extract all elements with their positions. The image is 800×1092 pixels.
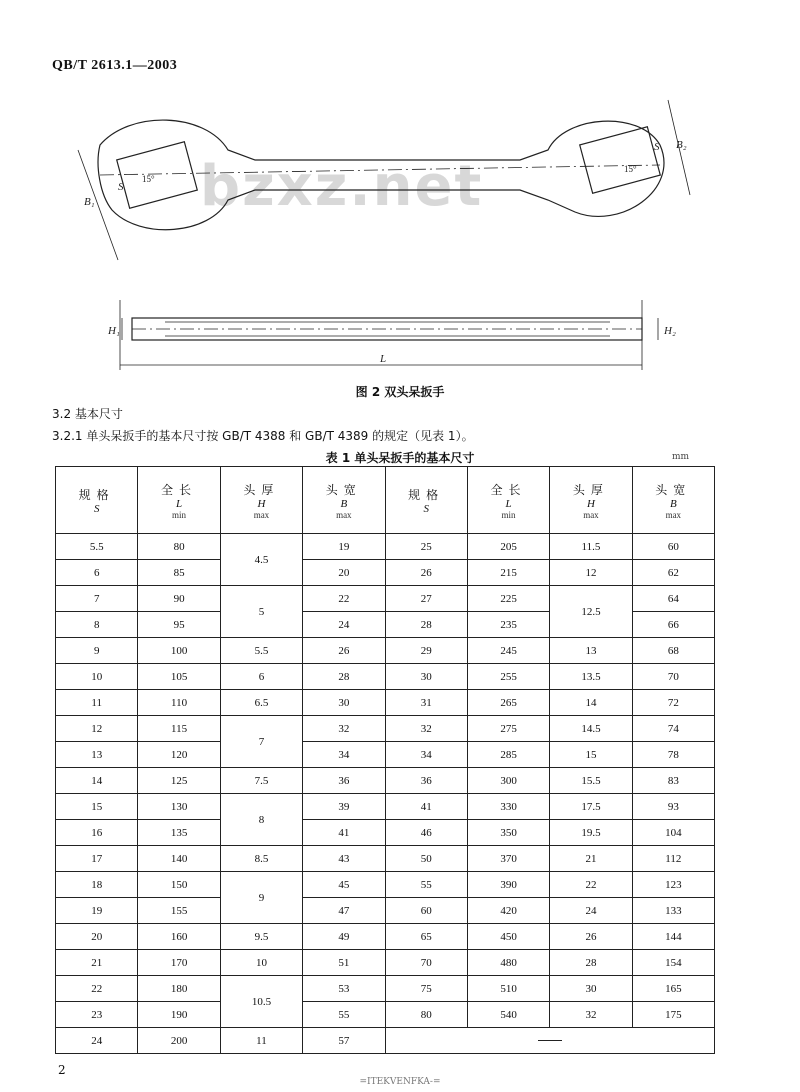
cell-length: 300 <box>467 768 549 794</box>
table-body <box>56 534 715 1054</box>
cell-size: 31 <box>385 690 467 716</box>
cell-head-width: 55 <box>303 1002 385 1028</box>
table-row <box>56 898 715 924</box>
cell-size: 29 <box>385 638 467 664</box>
table-row <box>56 820 715 846</box>
cell-head-width: 133 <box>632 898 714 924</box>
cell-size: 17 <box>56 846 138 872</box>
cell-head-width: 19 <box>303 534 385 560</box>
cell-length: 180 <box>138 976 220 1002</box>
cell-size: 36 <box>385 768 467 794</box>
cell-empty <box>385 1028 715 1054</box>
label-angle-right: 15° <box>624 164 637 174</box>
cell-head-width: 53 <box>303 976 385 1002</box>
header-cell: 规格 S <box>56 467 138 534</box>
label-angle-left: 15° <box>142 174 155 184</box>
cell-size: 5.5 <box>56 534 138 560</box>
cell-size: 18 <box>56 872 138 898</box>
cell-length: 480 <box>467 950 549 976</box>
cell-head-width: 26 <box>303 638 385 664</box>
label-b2: B₂ <box>676 139 687 151</box>
cell-length: 265 <box>467 690 549 716</box>
cell-size: 28 <box>385 612 467 638</box>
cell-head-thickness: 14 <box>550 690 632 716</box>
cell-length: 90 <box>138 586 220 612</box>
header-cell: 规格 S <box>385 467 467 534</box>
cell-head-thickness: 15 <box>550 742 632 768</box>
cell-size: 80 <box>385 1002 467 1028</box>
cell-size: 23 <box>56 1002 138 1028</box>
cell-length: 150 <box>138 872 220 898</box>
cell-head-width: 45 <box>303 872 385 898</box>
cell-head-thickness: 13.5 <box>550 664 632 690</box>
table-row <box>56 638 715 664</box>
cell-head-thickness: 32 <box>550 1002 632 1028</box>
cell-size: 55 <box>385 872 467 898</box>
cell-head-width: 22 <box>303 586 385 612</box>
cell-length: 510 <box>467 976 549 1002</box>
header-cell: 头厚 H max <box>550 467 632 534</box>
cell-size: 6 <box>56 560 138 586</box>
cell-size: 46 <box>385 820 467 846</box>
footer-source: =ITEKVENFKA-= <box>359 1077 441 1087</box>
cell-length: 85 <box>138 560 220 586</box>
right-jaw-opening <box>580 127 661 193</box>
cell-head-thickness: 28 <box>550 950 632 976</box>
cell-head-thickness: 11 <box>220 1028 302 1054</box>
cell-length: 170 <box>138 950 220 976</box>
cell-head-width: 64 <box>632 586 714 612</box>
cell-head-thickness: 4.5 <box>220 534 302 586</box>
cell-head-width: 41 <box>303 820 385 846</box>
cell-length: 255 <box>467 664 549 690</box>
cell-size: 10 <box>56 664 138 690</box>
cell-size: 41 <box>385 794 467 820</box>
cell-length: 370 <box>467 846 549 872</box>
cell-length: 225 <box>467 586 549 612</box>
cell-head-thickness: 12 <box>550 560 632 586</box>
table-row <box>56 690 715 716</box>
cell-length: 130 <box>138 794 220 820</box>
watermark: bzxz.net <box>200 154 484 219</box>
cell-size: 7 <box>56 586 138 612</box>
cell-head-thickness: 7 <box>220 716 302 768</box>
cell-head-width: 51 <box>303 950 385 976</box>
cell-head-width: 39 <box>303 794 385 820</box>
cell-size: 25 <box>385 534 467 560</box>
cell-head-width: 112 <box>632 846 714 872</box>
cell-length: 105 <box>138 664 220 690</box>
cell-length: 160 <box>138 924 220 950</box>
cell-size: 8 <box>56 612 138 638</box>
table-row <box>56 1002 715 1028</box>
label-s-right: S <box>654 141 660 153</box>
cell-head-width: 28 <box>303 664 385 690</box>
cell-head-width: 83 <box>632 768 714 794</box>
cell-length: 95 <box>138 612 220 638</box>
header-cell: 头宽 B max <box>303 467 385 534</box>
label-l: L <box>380 353 387 365</box>
cell-head-width: 78 <box>632 742 714 768</box>
cell-head-thickness: 30 <box>550 976 632 1002</box>
standard-number: QB/T 2613.1—2003 <box>52 58 178 73</box>
cell-length: 245 <box>467 638 549 664</box>
table-row <box>56 924 715 950</box>
cell-size: 26 <box>385 560 467 586</box>
cell-head-thickness: 8 <box>220 794 302 846</box>
cell-head-thickness: 11.5 <box>550 534 632 560</box>
cell-head-width: 43 <box>303 846 385 872</box>
section-heading: 3.2 基本尺寸 <box>52 407 123 421</box>
cell-head-thickness: 6 <box>220 664 302 690</box>
cell-length: 285 <box>467 742 549 768</box>
cell-length: 190 <box>138 1002 220 1028</box>
cell-head-thickness: 14.5 <box>550 716 632 742</box>
table-row <box>56 1028 715 1054</box>
left-jaw-opening <box>117 142 198 208</box>
table-row <box>56 716 715 742</box>
cell-head-thickness: 19.5 <box>550 820 632 846</box>
cell-head-thickness: 24 <box>550 898 632 924</box>
cell-length: 330 <box>467 794 549 820</box>
cell-head-thickness: 7.5 <box>220 768 302 794</box>
cell-length: 100 <box>138 638 220 664</box>
cell-length: 420 <box>467 898 549 924</box>
cell-size: 12 <box>56 716 138 742</box>
wrench-drawing <box>0 0 800 400</box>
header-cell: 全长 L min <box>467 467 549 534</box>
cell-size: 70 <box>385 950 467 976</box>
cell-size: 32 <box>385 716 467 742</box>
cell-head-width: 70 <box>632 664 714 690</box>
cell-head-width: 36 <box>303 768 385 794</box>
cell-length: 450 <box>467 924 549 950</box>
cell-length: 80 <box>138 534 220 560</box>
label-b1: B₁ <box>84 196 95 208</box>
cell-head-thickness: 6.5 <box>220 690 302 716</box>
cell-head-width: 49 <box>303 924 385 950</box>
cell-head-width: 93 <box>632 794 714 820</box>
dimension-table <box>55 466 715 1054</box>
cell-head-width: 60 <box>632 534 714 560</box>
cell-head-thickness: 17.5 <box>550 794 632 820</box>
cell-length: 155 <box>138 898 220 924</box>
cell-length: 110 <box>138 690 220 716</box>
cell-head-width: 175 <box>632 1002 714 1028</box>
cell-head-width: 74 <box>632 716 714 742</box>
cell-length: 205 <box>467 534 549 560</box>
cell-head-width: 154 <box>632 950 714 976</box>
cell-head-width: 123 <box>632 872 714 898</box>
cell-head-width: 104 <box>632 820 714 846</box>
table-row <box>56 664 715 690</box>
cell-head-thickness: 22 <box>550 872 632 898</box>
header-cell: 全长 L min <box>138 467 220 534</box>
cell-head-width: 62 <box>632 560 714 586</box>
cell-head-thickness: 10 <box>220 950 302 976</box>
table-row <box>56 950 715 976</box>
cell-head-width: 30 <box>303 690 385 716</box>
cell-size: 65 <box>385 924 467 950</box>
cell-head-thickness: 15.5 <box>550 768 632 794</box>
cell-length: 215 <box>467 560 549 586</box>
cell-head-thickness: 21 <box>550 846 632 872</box>
cell-head-thickness: 5 <box>220 586 302 638</box>
table-row <box>56 794 715 820</box>
cell-size: 34 <box>385 742 467 768</box>
cell-length: 120 <box>138 742 220 768</box>
cell-length: 140 <box>138 846 220 872</box>
cell-length: 390 <box>467 872 549 898</box>
label-h2: H₂ <box>664 325 676 337</box>
cell-head-thickness: 9 <box>220 872 302 924</box>
cell-head-thickness: 12.5 <box>550 586 632 638</box>
label-s-left: S <box>118 181 124 193</box>
cell-head-thickness: 13 <box>550 638 632 664</box>
table-unit: mm <box>672 452 690 462</box>
label-h1: H₁ <box>108 325 120 337</box>
cell-size: 11 <box>56 690 138 716</box>
cell-size: 13 <box>56 742 138 768</box>
table-row <box>56 586 715 612</box>
cell-size: 21 <box>56 950 138 976</box>
cell-head-width: 165 <box>632 976 714 1002</box>
table-row <box>56 872 715 898</box>
cell-head-width: 68 <box>632 638 714 664</box>
cell-size: 19 <box>56 898 138 924</box>
section-text: 3.2.1 单头呆扳手的基本尺寸按 GB/T 4388 和 GB/T 4389 的规定（见表 1）。 <box>52 429 474 443</box>
cell-head-width: 47 <box>303 898 385 924</box>
table-caption: 表 1 单头呆扳手的基本尺寸 <box>325 451 475 465</box>
cell-head-width: 57 <box>303 1028 385 1054</box>
cell-size: 50 <box>385 846 467 872</box>
cell-head-width: 144 <box>632 924 714 950</box>
cell-head-thickness: 5.5 <box>220 638 302 664</box>
cell-length: 115 <box>138 716 220 742</box>
cell-size: 24 <box>56 1028 138 1054</box>
cell-size: 22 <box>56 976 138 1002</box>
table-row <box>56 976 715 1002</box>
cell-length: 540 <box>467 1002 549 1028</box>
cell-head-thickness: 10.5 <box>220 976 302 1028</box>
cell-head-width: 20 <box>303 560 385 586</box>
figure-caption: 图 2 双头呆扳手 <box>355 385 445 399</box>
cell-size: 60 <box>385 898 467 924</box>
header-cell: 头厚 H max <box>220 467 302 534</box>
cell-size: 27 <box>385 586 467 612</box>
header-cell: 头宽 B max <box>632 467 714 534</box>
cell-head-width: 32 <box>303 716 385 742</box>
page-number: 2 <box>58 1063 66 1077</box>
table-header-row <box>56 467 715 534</box>
cell-length: 350 <box>467 820 549 846</box>
cell-head-width: 72 <box>632 690 714 716</box>
table-row <box>56 846 715 872</box>
cell-length: 125 <box>138 768 220 794</box>
cell-head-thickness: 9.5 <box>220 924 302 950</box>
cell-size: 20 <box>56 924 138 950</box>
table-row <box>56 534 715 560</box>
dash-mark <box>538 1040 562 1041</box>
cell-head-thickness: 8.5 <box>220 846 302 872</box>
cell-size: 15 <box>56 794 138 820</box>
cell-size: 16 <box>56 820 138 846</box>
cell-size: 30 <box>385 664 467 690</box>
cell-size: 14 <box>56 768 138 794</box>
cell-head-width: 34 <box>303 742 385 768</box>
cell-head-width: 24 <box>303 612 385 638</box>
cell-length: 200 <box>138 1028 220 1054</box>
cell-size: 75 <box>385 976 467 1002</box>
cell-size: 9 <box>56 638 138 664</box>
table-row <box>56 742 715 768</box>
cell-length: 275 <box>467 716 549 742</box>
cell-length: 135 <box>138 820 220 846</box>
cell-length: 235 <box>467 612 549 638</box>
cell-head-width: 66 <box>632 612 714 638</box>
table-row <box>56 560 715 586</box>
table-row <box>56 768 715 794</box>
cell-head-thickness: 26 <box>550 924 632 950</box>
